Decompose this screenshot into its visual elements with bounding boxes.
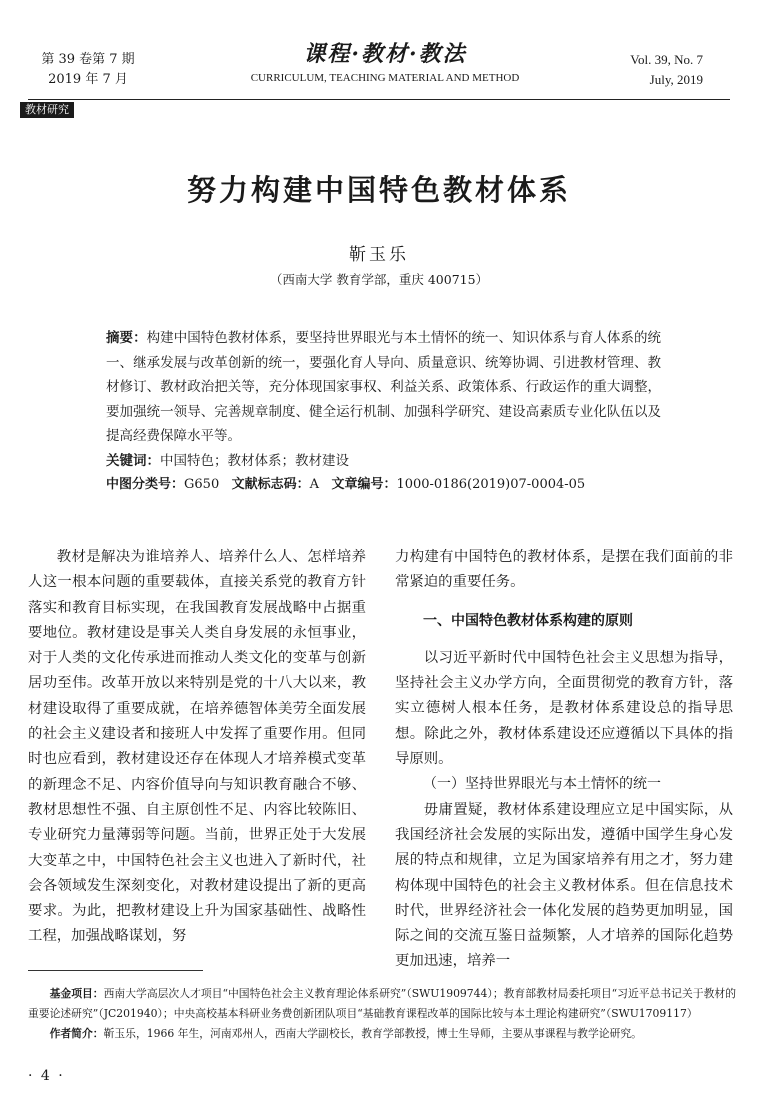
article-no-value: 1000-0186(2019)07-0004-05 (396, 477, 586, 492)
body-paragraph-3: 毋庸置疑，教材体系建设理应立足中国实际，从我国经济社会发展的实际出发，遵循中国学生身心发展的特点和规律，立足为国家培养有用之才，努力建构体现中国特色的社会主义教材体系。但在信息技术时代，世界经济社会一体化发展的趋势更加明显，国际之间的交流互鉴日益频繁，人才培养的国际化趋势更加迅速，培养一 (395, 801, 733, 970)
author-affiliation: （西南大学 教育学部，重庆 400715） (269, 272, 489, 287)
column-tag: 教材研究 (20, 102, 74, 118)
date-en: July, 2019 (649, 72, 703, 87)
body-paragraph-intro-cont: 力构建有中国特色的教材体系，是摆在我们面前的非常紧迫的重要任务。 (395, 549, 733, 591)
classification-line (106, 473, 661, 498)
body-paragraph-2: 以习近平新时代中国特色社会主义思想为指导，坚持社会主义办学方向，全面贯彻党的教育方针，落实立德树人根本任务，是教材体系建设总的指导思想。除此之外，教材体系建设还应遵循以下具体的指导原则。 (395, 649, 733, 768)
volume-issue-en: Vol. 39, No. 7 (630, 52, 703, 67)
journal-masthead (210, 40, 560, 86)
abstract-label: 摘要： (106, 330, 147, 346)
journal-issue-cn (40, 50, 136, 90)
abstract (106, 326, 661, 449)
journal-name-en: CURRICULUM, TEACHING MATERIAL AND METHOD (250, 72, 520, 84)
keywords-text: 中国特色；教材体系；教材建设 (160, 452, 349, 469)
section-heading-1: 一、中国特色教材体系构建的原则 (423, 612, 633, 629)
footnote-rule (28, 970, 203, 971)
date-cn: 2019 年 7 月 (48, 72, 128, 87)
author-name: 靳玉乐 (349, 245, 409, 265)
body-column-left (28, 545, 366, 950)
volume-issue-cn: 第 39 卷第 7 期 (41, 52, 135, 67)
journal-name-cn: 课程·教材·教法 (303, 41, 467, 67)
article-no-label: 文章编号： (331, 477, 397, 492)
subsection-heading-1: （一）坚持世界眼光与本土情怀的统一 (423, 776, 661, 793)
author-bio-label: 作者简介： (49, 1027, 104, 1040)
body-paragraph-intro: 教材是解决为谁培养人、培养什么人、怎样培养人这一根本问题的重要载体，直接关系党的教育方针落实和教育目标实现，在我国教育发展战略中占据重要地位。教材建设是事关人类自身发展的永恒事业，对于人类的文化传承进而推动人类文化的变革与创新居功至伟。改革开放以来特别是党的十八大以来，教材建设取得了重要成就，在培养德智体美劳全面发展的社会主义建设者和接班人中发挥了重要作用。但同时也应看到，教材建设还存在体现人才培养模式变革的新理念不足、内容价值导向与知识教育融合不够、教材思想性不强、自主原创性不足、内容比较陈旧、专业研究力量薄弱等问题。当前，世界正处于大发展大变革之中，中国特色社会主义也进入了新时代，社会各领域发生深刻变化，对教材建设提出了新的更高要求。为此，把教材建设上升为国家基础性、战略性工程，加强战略谋划，努 (28, 549, 366, 945)
fund-label: 基金项目： (49, 987, 104, 1000)
keywords-label: 关键词： (106, 452, 160, 469)
author-note (28, 1024, 736, 1044)
page-number: · 4 · (28, 1068, 65, 1084)
clc-value: G650 (184, 477, 220, 492)
fund-note (28, 984, 736, 1024)
abstract-block (106, 326, 661, 498)
abstract-text: 构建中国特色教材体系，要坚持世界眼光与本土情怀的统一、知识体系与育人体系的统一、继承发展与改革创新的统一，要强化育人导向、质量意识、统筹协调、引进教材管理、教材修订、教材政治把关等，充分体现国家事权、利益关系、政策体系、行政运作的重大调整，要加强统一领导、完善规章制度、健全运行机制、加强科学研究、建设高素质专业化队伍以及提高经费保障水平等。 (106, 330, 662, 444)
doc-code-value: A (309, 477, 320, 492)
body-column-right (395, 545, 733, 975)
clc-label: 中图分类号： (106, 477, 185, 492)
doc-code-label: 文献标志码： (231, 477, 310, 492)
journal-issue-en (630, 50, 703, 90)
footnotes (28, 984, 736, 1044)
fund-text: 西南大学高层次人才项目“中国特色社会主义教育理论体系研究”（SWU1909744）；教育部教材局委托项目“习近平总书记关于教材的重要论述研究”（JC201940）；中央高校基本科研业务费创新团队项目“基础教育课程改革的国际比较与本土理论构建研究”（SWU1709117） (28, 987, 736, 1020)
article-title: 努力构建中国特色教材体系 (186, 173, 571, 207)
author-bio-text: 靳玉乐，1966 年生，河南邓州人，西南大学副校长，教育学部教授，博士生导师，主要从事课程与教学论研究。 (103, 1027, 642, 1040)
keywords (106, 449, 661, 474)
header-rule (28, 99, 730, 100)
